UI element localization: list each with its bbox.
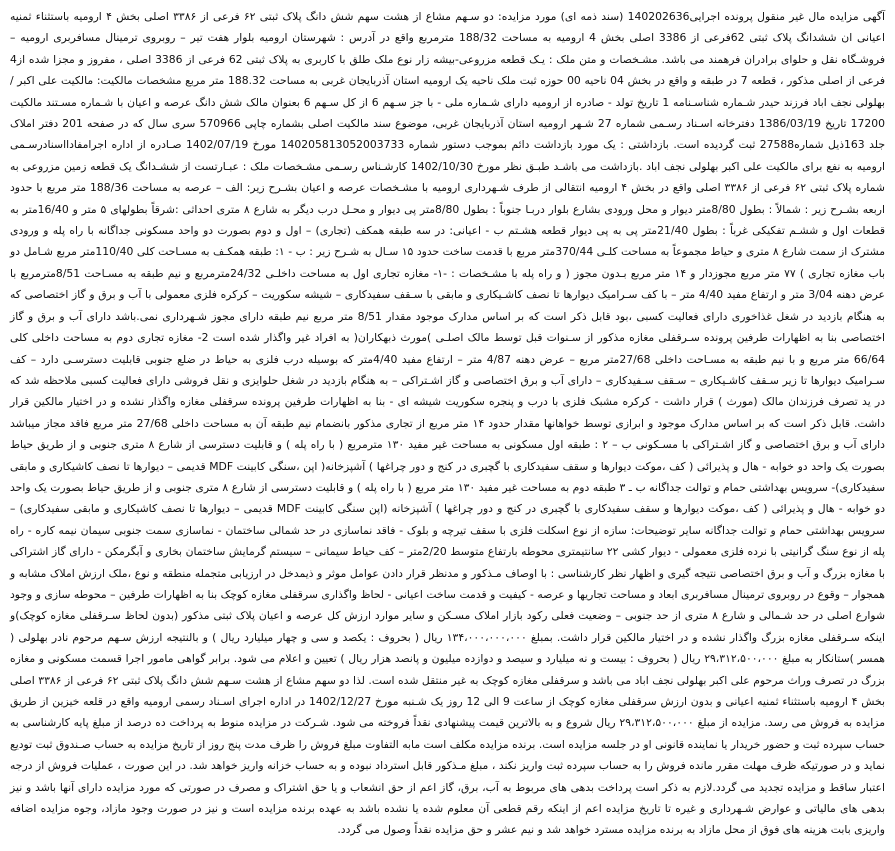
- auction-notice-text: آگهی مزایده مال غیر منقول پرونده اجرایی140202636 (سند ذمه ای) مورد مزایده: دو سـهم مشاع از هشت سهم شش دانگ پلاک ثبتی ۶۲ فرعی از ۳۳۸۶ اصلی بخش ۴ ارومیه باستثناء ثمنیه اعیانی ان ششدانگ پلاک ثبتی 62فرعی از 3386 اصلی بخش 4 ارومیه به مساحت 188/32 مترمربع واقع در آدرس : شهرستان ارومیه بلوار هفت تیر – روبروی ترمینال مسافربری ارومیه – فروشـگاه نقل و حلوای برادران فرهمند می باشد. مشـخصات و متن ملک : یـک قطعه مزروعی-بیشه زار نوع ملک طلق با کاربری به پلاک ثبتی 62 فرعی از 3386 اصلی ، مفروز و مجزا شده از4 فرعی از اصلی مذکور ، قطعه 7 در طبقه و واقع در بخش 04 ناحیه 00 حوزه ثبت ملک ناحیه یک ارومیه استان آذربایجان غربی به مساحت 188.32 متر مربع مشخصات مالکیت: مالکیت علی اکبر / بهلولی نجف اباد فرزند حیدر شـماره شناسـنامه 1 تاریخ تولد - صادره از ارومیه دارای شـماره ملی - با جز سـهم 6 از کل سـهم 6 بعنوان مالک شش دانگ عرصه و اعیان با شـماره مسـتند مالکیت 17200 تاریخ 1386/03/19 دفترخانه اسـناد رسـمی شماره 27 شـهر ارومیه استان آذربایجان غربی، موضوع سند مالکیت اصلی بشماره چاپی 570966 سری سال که در صفحه 201 دفتر املاک جلد 163ذیل شماره27588 ثبت گردیده است. بازداشتی : یک مورد بازداشت دائم بموجب دستور شماره 140205813052003733 مورخ 1402/07/19 صـادره از اداره اجرامفادااسنادرسـمی ارومیه به نفع برای مالکیت علی اکبر بهلولی نجف اباد .بازداشت می باشـد طبـق نظر مورخ 1402/10/30 کارشـناس رسـمی مشـخصات ملک : عبـارتست از ششـدانگ یک قطعه زمین مزروعی به شماره پلاک ثبتی ۶۲ فرعی از ۳۳۸۶ اصلی واقع در بخش ۴ ارومیه انتقالی از طرف شـهرداری ارومیه با مشـخصات عرصه و اعیان بشـرح زیر: الف – عرصه به مساحت 188/36 متر مربع با حدود اربعه بشـرح زیر : شمالاً : بطول 8/80متر دیوار و محل ورودی بشارع بلوار دربـا جنوباً : بطول 8/80متر پی دیوار و محـل درب دیگر به شارع ۸ متری احداثی :شرقاً بطولهای ۵ متر و 16/40متر به قطعات اول و ششـم تفکیکی غرباً : بطول 21/40متر پی به پی دیوار قطعه هشـتم ب - اعیانی: در سه طبقه همکف (تجاری) – اول و دوم بصورت دو واحد مسکونی جداگانه با راه پله و ورودی مشترک از سمت شارع ۸ متری و حیاط مجموعاً به مساحت کلـی 370/44متر مربع با قدمت ساخت حدود ۱۵ سـال به شـرح زیر : ب - ۱: طبقه همکـف به مسـاحت کلی 110/40متر مربع شـامل دو باب مغازه تجاری ) ۷۷ متر مربع مجوزدار و ۱۴ متر مربع بـدون مجوز ( و راه پله با مشـخصات : -۱- مغازه تجاری اول به مساحت داخلـی 24/32مترمربع و نیم طبقه به مسـاحت 8/51مترمربع با عرض دهنه 3/04 متر و ارتفاع مفید 4/40 متر – با کف سـرامیک دیوارها تا نصف کاشـیکاری و مابقی با سـقف سفیدکاری – شیشه سکوریت – کرکره فلزی معمولی با آب و برق و گاز اختصاصی که به هنگام بازدید در شغل غذاخوری دارای فعالیت کسبی ،بود قابل ذکر است که بر اساس مدارک موجود مقدار 8/51 متر مربع نیم طبقه دارای مجوز شـهرداری نمی.باشد دارای آب و برق و گاز اختصاصی بنا به اظهارات طرفین پرونده سـرقفلی مغازه مذکور از سـنوات قبل توسط مالک اصلـی )مورث ذبهکاران( به افراد غیر واگذار شده است 2- مغازه تجاری دوم به مساحت داخلی کلی 66/64 متر مربع و با نیم طبقه به مسـاحت داخلی 27/68متر مربع – عرض دهنه 4/87 متر – ارتفاع مفید 4/40متر که بوسیله درب فلزی به حیاط در ضلع جنوبی قابلیت دسترسـی دارد – کف سـرامیک دیوارها تا زیر سـقف کاشـیکاری – سـقف سـفیدکاری – دارای آب و برق اختصاصی و گاز اشـتراکی – به هنگام بازدید در شغل حلوایزی و نقل فروشی دارای فعالیت کسبی ملاحظه شد که در ید تصرف فرزندان مالک (مورث ) قرار داشت - کرکره مشبک فلزی با درب و پنجره سکوریت شیشه ای - بنا به اظهارات طرفین پرونده سرقفلی مغازه واگذار نشده و در اختیار مالکین قرار داشت. قابل ذکر است که بر اساس مدارک موجود و ابرازی توسط خواهانها مقدار حدود ۱۴ متر مربع از تجاری مذکور بانضمام نیم طبقه آن به مساحت داخلی 27/68 متر مربع فاقد مجاز میباشد دارای آب و برق اختصاصی و گاز اشـتراکی با مسـکونی ب – ۲ : طبقه اول مسکونی به مساحت غیر مفید ۱۳۰ مترمربع ( با راه پله ) و قابلیت دسترسی از شارع ۸ متری جنوبی و از طریق حیاط بصورت یک واحد دو خوابه - هال و پذیرائی ( کف ،موکت دیوارها و سقف سفیدکاری با گچبری در کنج و دور چراغها ) آشپزخانه( اپن ،سنگی کابینت MDF قدیمی – دیوارها تا نصف کاشیکاری و مابقی سفیدکاری)- سرویس بهداشتی حمام و توالت جداگانه ب ـ ۳ طبقه دوم به مساحت غیر مفید ۱۳۰ متر مربع ( با راه پله ) و قابلیت دسترسی از شارع ۸ متری جنوبی و از طریق حیاط بصورت یک واحد دو خوابه - هال و پذیرائی ( کف ،موکت دیوارها و سقف سفیدکاری با گچبری در کنج و دور چراغها ) آشپزخانه (اپن سنگی کابینت MDF قدیمی – دیوارها تا نصف کاشیکاری و مابقی سفیدکاری) – سرویس بهداشتی حمام و توالت جداگانه سایر توضیحات: سازه از نوع اسکلت فلزی با سقف تیرچه و بلوک - فاقد نماسازی در حد شمالی ساختمان - نماسازی سمت جنوبی سیمان نیمه کاره - راه پله از نوع سنگ گرانیتی با نرده فلزی معمولی - دیوار کشی ۲۲ سانتیمتری محوطه بارتفاع متوسط 2/20متر – کف حیاط سیمانی – سیستم گرمایش ساختمان بخاری و آبگرمکن - دارای گاز اشتراکی با مغازه بزرگ و آب و برق اختصاصی نتیجه گیری و اظهار نظر کارشناسی : با اوصاف مـذکور و مدنظر قرار دادن عوامل موثر و ذیمدخل در ارزیابی متجمله منطقه و نوع ،ملک ارزش املاک مشابه و همجوار – وقوع در روبروی ترمینال مسافربری ابعاد و مساحت تجاریها و عرصه - کیفیت و قدمت ساخت اعیانی - لحاظ واگذاری سرقفلی مغازه کوچک بنا به اظهارات طرفین – محوطه سازی و وجود شوارع اصلی در حد شـمالی و شارع ۸ متری از حد جنوبی – وضعیت فعلی رکود بازار املاک مسـکن و سایر موارد ارزش کل عرصه و اعیان پلاک ثبتی مذکور (بدون لحاظ سـرقفلی مغازه کوچک)و اینکه سـرقفلی مغازه بزرگ واگذار نشده و در اختیار مالکین قرار داشت. بمبلغ ۱۳۴،۰۰۰،۰۰۰،۰۰۰ ریال ( بحروف : یکصد و سی و چهار میلیارد ریال ) و بالنتیجه ارزش سـهم مرحوم نادر بهلولی ( همسر )ستانکار به مبلغ ۲۹،۳۱۲،۵۰۰،۰۰۰ ریال ( بحروف : بیست و نه میلیارد و سیصد و دوازده میلیون و پانصد هزار ریال ) تعیین و اعلام می شود. برابر گواهی مامور اجرا قسمت مسکونی و مغازه بزرگ در تصرف وراث مرحوم علی اکبر بهلولی نجف اباد می باشد و سرقفلی مغازه کوچک به غیر منتقل شده است. لذا دو سهم مشاع از هشت سـهم شش دانگ پلاک ثبتی ۶۲ فرعی از ۳۳۸۶ اصلی بخش ۴ ارومیه باستثناء ثمنیه اعیانی و بدون ارزش سرقفلی مغازه کوچک از ساعت 9 الی 12 روز یک شـنبه مورخ 1402/12/27 در اداره اجرای اسـناد رسمی ارومیه واقع در قلعه خیزین از طریق مزایده به فروش می رسد. مزایده از مبلغ ۲۹،۳۱۲،۵۰۰،۰۰۰ ریال شروع و به بالاترین قیمت پیشنهادی نقداً فروخته می شود. شـرکت در مزایده منوط به پرداخت ده درصد از مبلغ پایه کارشناسی به حساب سپرده ثبت و حضور خریدار یا نماینده قانونی او در جلسه مزایده است. برنده مزایده مکلف است مابه التفاوت مبلغ فروش را ظرف مدت پنج روز از تاریخ مزایده به حساب صـندوق ثبت تودیع نماید و در صورتیکه ظرف مهلت مقرر مانده فروش را به حساب سپرده ثبت واریز نکند ، مبلغ مـذکور قابل استرداد نبوده و به حساب خزانه واریز خواهد شد. در این صورت ، عملیات فروش از درجه اعتبار ساقط و مزایده تجدید می گردد.لازم به ذکر است پرداخت بدهی های مربوط به آب، برق، گاز اعم از حق انشعاب و یا حق اشتراک و مصرف در صورتی که مورد مزایده دارای آنها باشد و نیز بدهی های مالیاتی و عوارض شـهرداری و غیره تا تاریخ مزایده اعم از اینکه رقم قطعی آن معلوم شده یا نشده باشد به عهده برنده مزایده است و نیز در صورت وجود مازاد، وجوه مزایده اضافه واریزی بابت هزینه های فوق از محل مازاد به برنده مزایده مسترد خواهد شد و نیم عشر و حق مزایده نقداً وصول می گردد.: [10, 10, 886, 837]
